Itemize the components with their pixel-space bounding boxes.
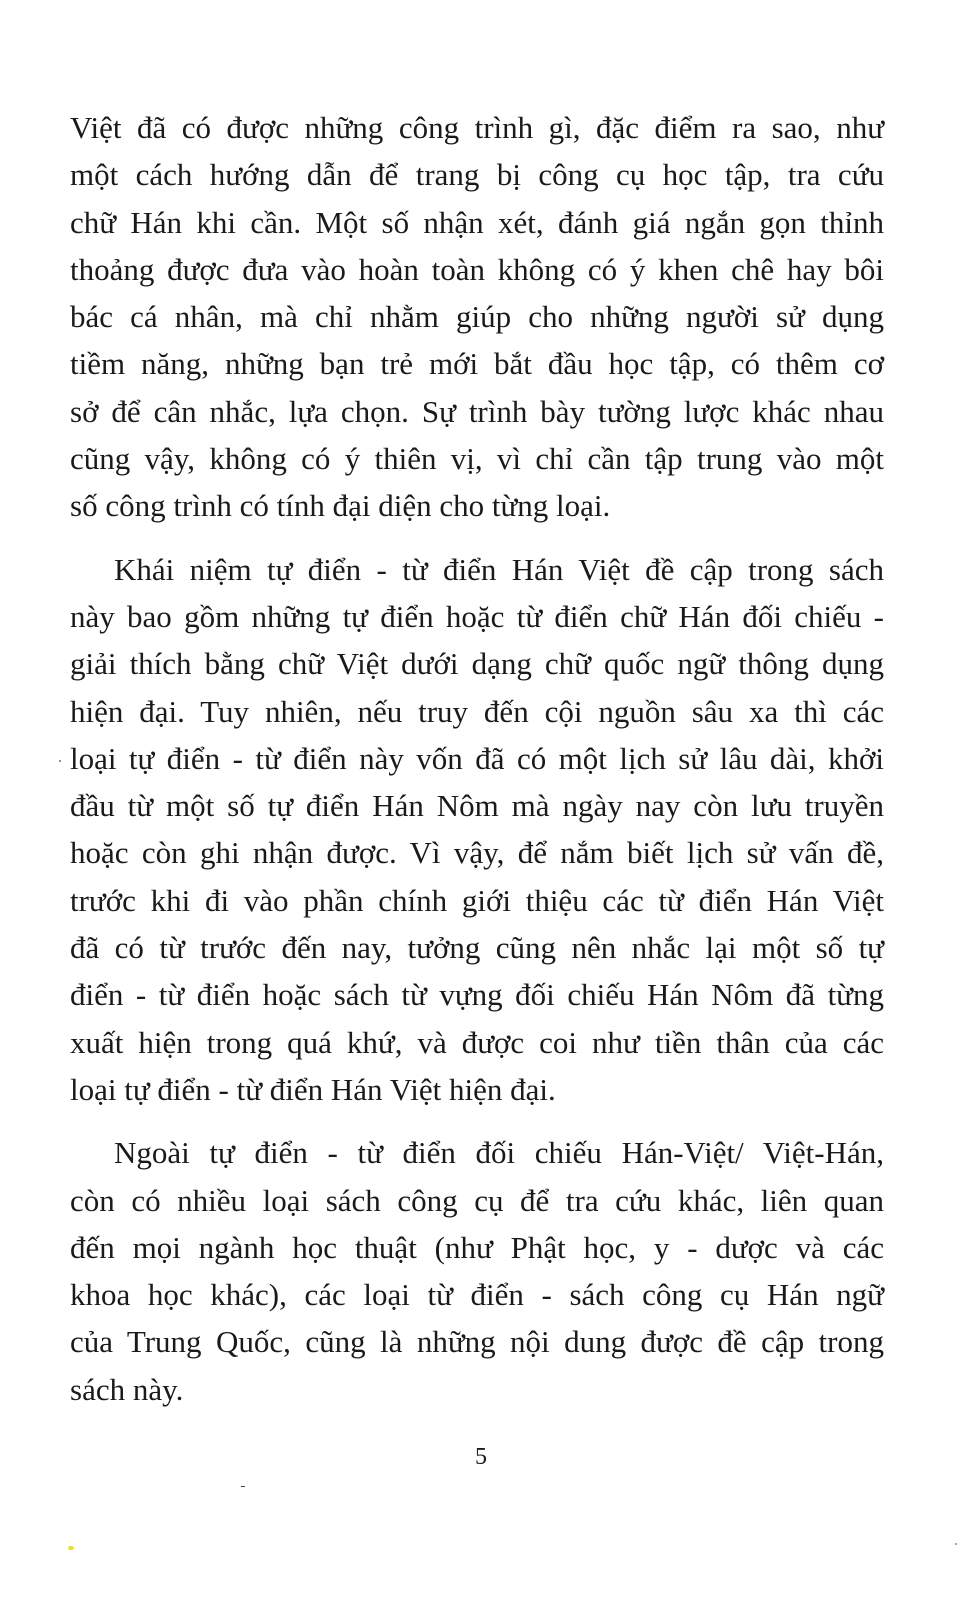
text-line: khoa học khác), các loại từ điển - sách công cụ Hán ngữ [70,1277,884,1313]
text-line: tiềm năng, những bạn trẻ mới bắt đầu học tập, có thêm cơ [70,346,884,382]
text-line: đã có từ trước đến nay, tưởng cũng nên nhắc lại một số tự [70,930,884,966]
text-line: thoảng được đưa vào hoàn toàn không có ý khen chê hay bôi [70,251,884,287]
text-line: chữ Hán khi cần. Một số nhận xét, đánh giá ngắn gọn thỉnh [70,204,884,240]
text-line: một cách hướng dẫn để trang bị công cụ học tập, tra cứu [70,157,884,193]
text-line: giải thích bằng chữ Việt dưới dạng chữ quốc ngữ thông dụng [70,646,884,682]
paragraph-1 [70,104,884,530]
scan-speck [68,1546,74,1550]
text-line: còn có nhiều loại sách công cụ để tra cứu khác, liên quan [70,1182,884,1218]
text-line: trước khi đi vào phần chính giới thiệu các từ điển Hán Việt [70,882,884,918]
text-line: của Trung Quốc, cũng là những nội dung được đề cập trong [70,1324,884,1360]
text-line: Khái niệm tự điển - từ điển Hán Việt đề cập trong sách [114,551,884,587]
paragraph-3 [70,1129,884,1413]
text-line: này bao gồm những tự điển hoặc từ điển chữ Hán đối chiếu - [70,598,884,634]
text-line: Ngoài tự điển - từ điển đối chiếu Hán-Việt/ Việt-Hán, [114,1135,884,1171]
text-line: đầu từ một số tự điển Hán Nôm mà ngày nay còn lưu truyền [70,788,884,824]
page-number: 5 [475,1444,487,1470]
text-line: điển - từ điển hoặc sách từ vựng đối chiếu Hán Nôm đã từng [70,977,884,1013]
paragraph-2 [70,546,884,1114]
text-line: đến mọi ngành học thuật (như Phật học, y - dược và các [70,1229,884,1265]
scan-speck [241,1486,245,1487]
scan-speck [955,1543,957,1545]
paragraph-gap [70,1113,884,1129]
text-line: cũng vậy, không có ý thiên vị, vì chỉ cần tập trung vào một [70,441,884,477]
text-line: loại tự điển - từ điển này vốn đã có một lịch sử lâu dài, khởi [70,740,884,776]
text-line: Việt đã có được những công trình gì, đặc điểm ra sao, như [70,110,884,145]
text-line: số công trình có tính đại diện cho từng loại. [70,488,611,524]
text-line: sở để cân nhắc, lựa chọn. Sự trình bày tường lược khác nhau [70,393,884,429]
text-line: hoặc còn ghi nhận được. Vì vậy, để nắm biết lịch sử vấn đề, [70,835,884,871]
scan-speck [59,760,61,762]
text-line: loại tự điển - từ điển Hán Việt hiện đại. [70,1071,556,1107]
text-line: bác cá nhân, mà chỉ nhằm giúp cho những người sử dụng [70,299,884,335]
page-body [70,104,884,1413]
text-line: xuất hiện trong quá khứ, và được coi như tiền thân của các [70,1024,884,1060]
paragraph-gap [70,530,884,546]
text-line: sách này. [70,1371,184,1407]
text-line: hiện đại. Tuy nhiên, nếu truy đến cội nguồn sâu xa thì các [70,693,884,729]
